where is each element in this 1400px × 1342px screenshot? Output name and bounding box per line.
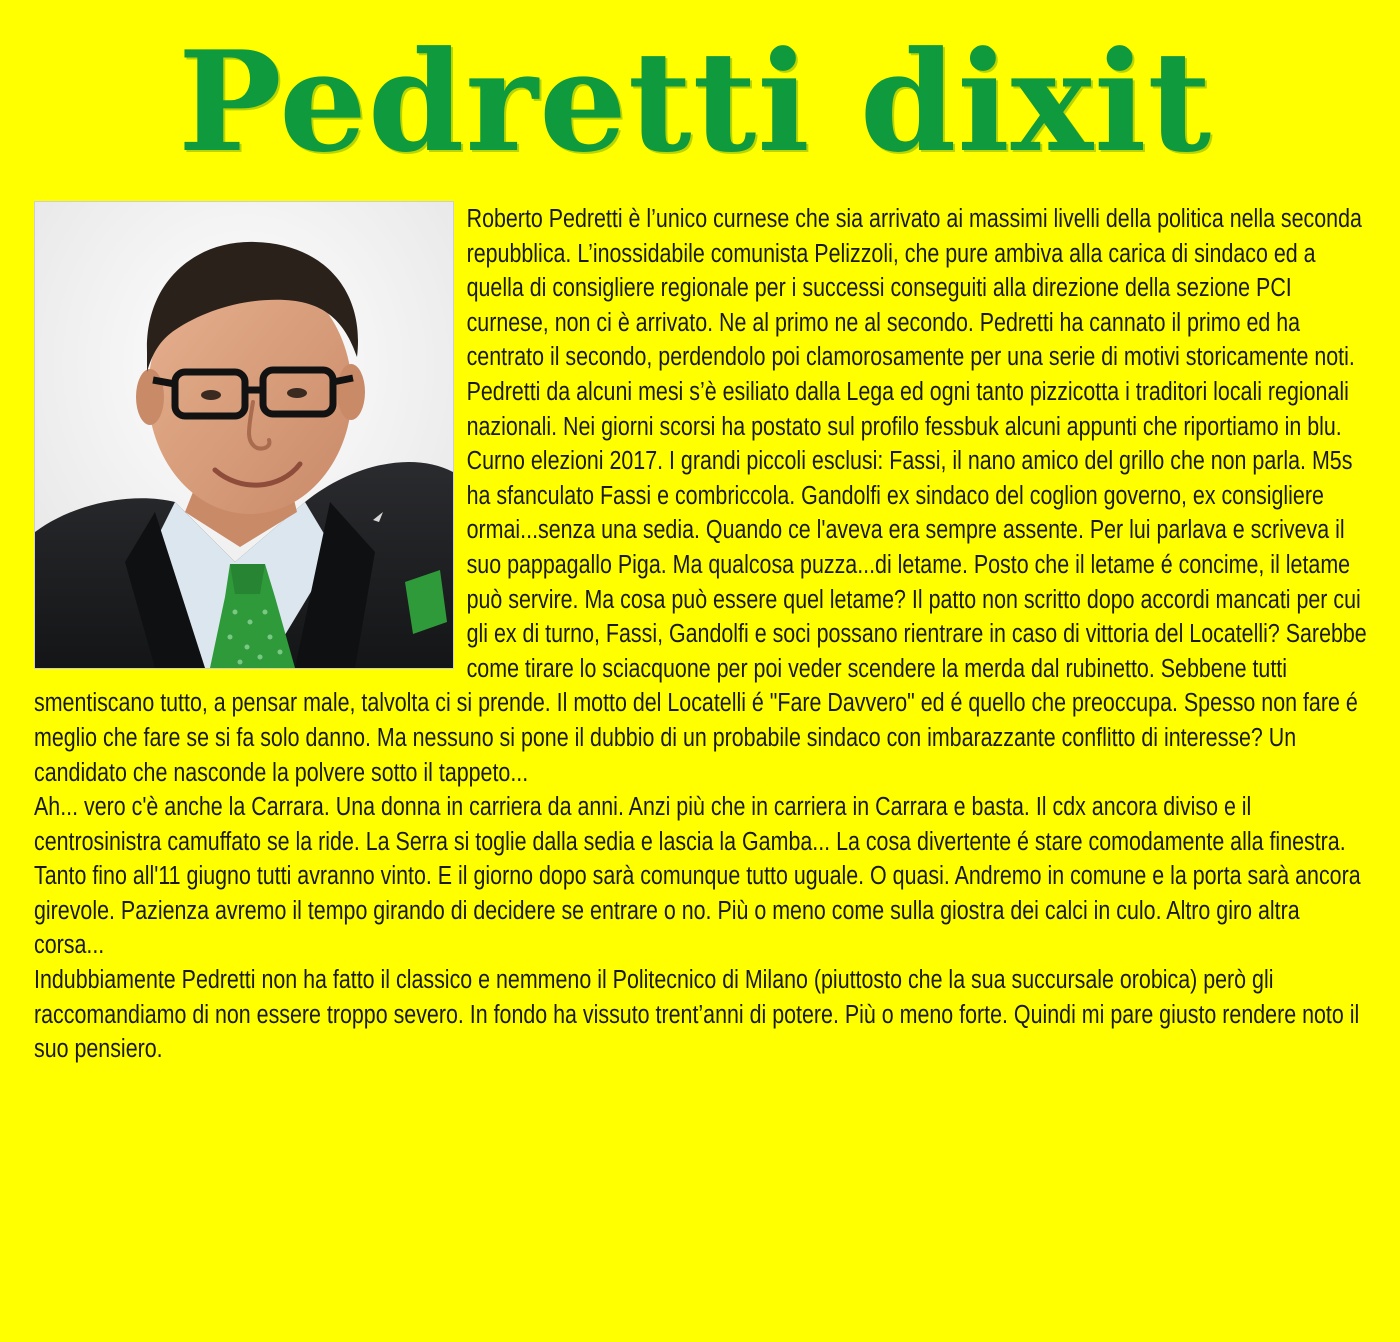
paragraph-curno-elezioni: Curno elezioni 2017. I grandi piccoli esclusi: Fassi, il nano amico del grillo che non parla. M5s ha sfanculato Fassi e combriccola. Gandolfi ex sindaco del coglion governo, ex consigliere ormai...senza una sedia. Quando ce l'aveva era sempre assente. Per lui parlava e scriveva il suo pappagallo Piga. Ma qualcosa puzza...di letame. Posto che il letame é concime, il letame può servire. Ma cosa può essere quel letame? Il patto non scritto dopo accordi mancati per cui gli ex di turno, Fassi, Gandolfi e soci possano rientrare in caso di vittoria del Locatelli? Sarebbe come tirare lo sciacquone per poi veder scendere la merda dal rubinetto. Sebbene tutti smentiscano tutto, a pensar male, talvolta ci si prende. Il motto del Locatelli é "Fare Davvero" ed é quello che preoccupa. Spesso non fare é meglio che fare se si fa solo danno. Ma nessuno si pone il dubbio di un probabile sindaco con imbarazzante conflitto di interesse? Un candidato che nasconde la polvere sotto il tappeto... [34,447,1367,787]
photo-wrap-spacer [34,202,467,686]
article-body [34,202,1367,1067]
page-title: Pedretti dixit [178,20,1213,183]
paragraph-intro: Roberto Pedretti è l’unico curnese che sia arrivato ai massimi livelli della politica nella seconda repubblica. L’inossidabile comunista Pelizzoli, che pure ambiva alla carica di sindaco ed a quella di consigliere regionale per i successi conseguiti alla direzione della sezione PCI curnese, non ci è arrivato. Ne al primo ne al secondo. Pedretti ha cannato il primo ed ha centrato il secondo, perdendolo poi clamorosamente per una serie di motivi storicamente noti. Pedretti da alcuni mesi s’è esiliato dalla Lega ed ogni tanto pizzicotta i traditori locali regionali nazionali. Nei giorni scorsi ha postato sul profilo fessbuk alcuni appunti che riportiamo in blu. [466,205,1362,441]
paragraph-conclusion: Indubbiamente Pedretti non ha fatto il classico e nemmeno il Politecnico di Milano (piuttosto che la sua succursale orobica) però gli raccomandiamo di non essere troppo severo. In fondo ha vissuto trent’anni di potere. Più o meno forte. Quindi mi pare giusto rendere noto il suo pensiero. [34,966,1360,1064]
paragraph-carrara: Ah... vero c'è anche la Carrara. Una donna in carriera da anni. Anzi più che in carriera in Carrara e basta. Il cdx ancora diviso e il centrosinistra camuffato se la ride. La Serra si toglie dalla sedia e lascia la Gamba... La cosa divertente é stare comodamente alla finestra. Tanto fino all'11 giugno tutti avranno vinto. E il giorno dopo sarà comunque tutto uguale. O quasi. Andremo in comune e la porta sarà ancora girevole. Pazienza avremo il tempo girando di decidere se entrare o no. Più o meno come sulla giostra dei calci in culo. Altro giro altra corsa... [34,793,1361,960]
